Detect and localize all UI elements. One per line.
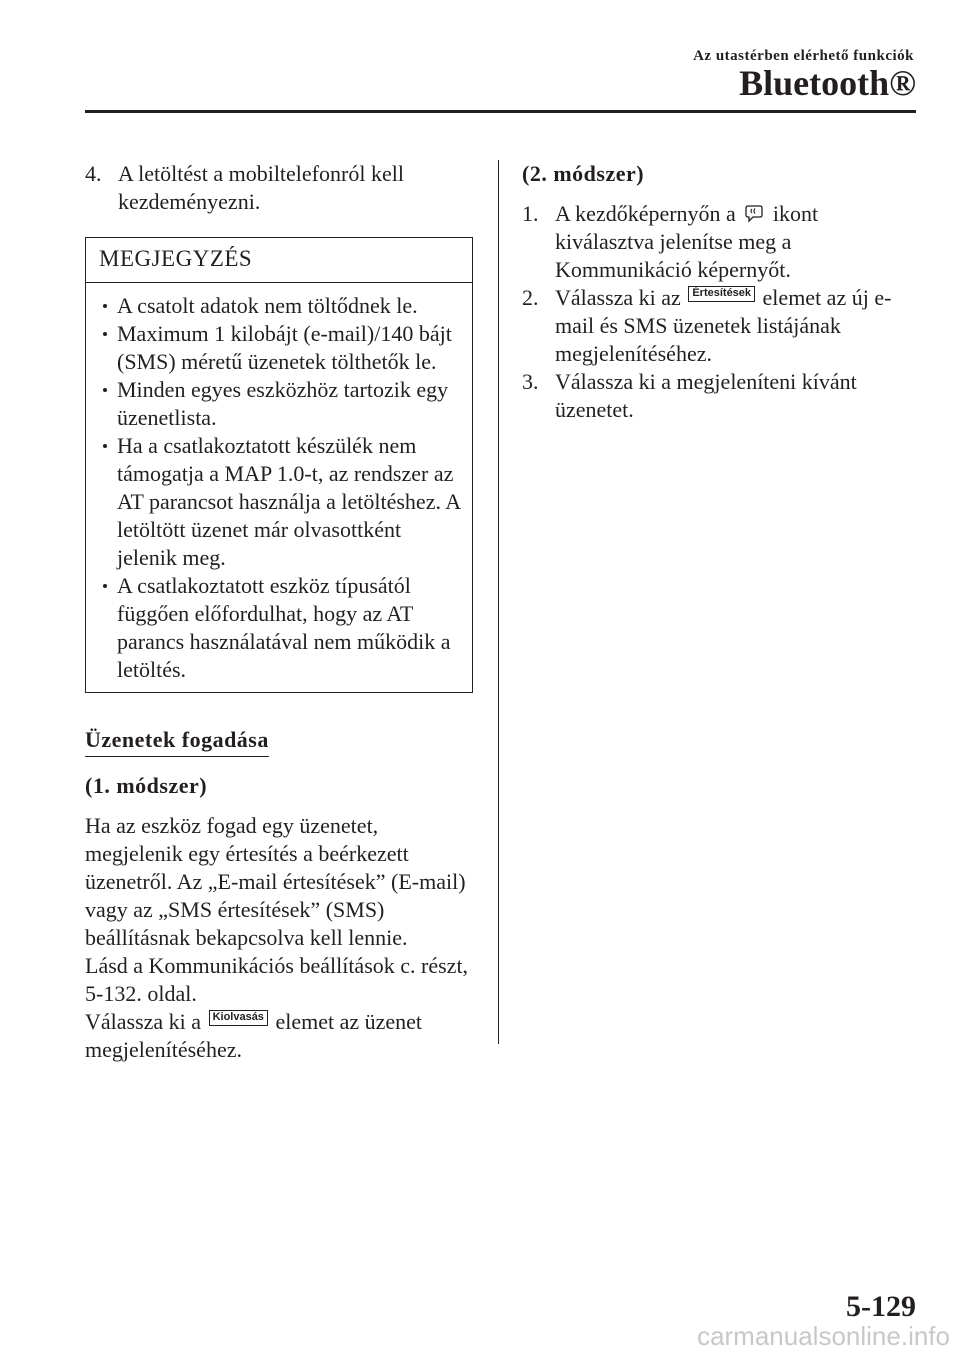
header-divider <box>85 110 916 113</box>
note-title: MEGJEGYZÉS <box>86 238 472 283</box>
note-item-text: Minden egyes eszközhöz tartozik egy üzenetlista. <box>117 377 449 430</box>
step-text-part: Válassza ki az <box>555 285 681 310</box>
step-2 <box>522 284 917 368</box>
step-number: 1. <box>522 201 539 226</box>
step-3 <box>522 368 917 424</box>
method-1-paragraph <box>85 812 473 1064</box>
chapter-subtitle: Az utastérben elérhető funkciók <box>693 48 914 64</box>
bullet-icon <box>99 292 117 320</box>
communication-icon <box>744 203 764 223</box>
paragraph-text: Ha az eszköz fogad egy üzenetet, megjelenik egy értesítés a beérkezett üzenetről. Az „E-mail értesítések” (E-mail) vagy az „SMS értesítések” (SMS) beállításnak bekapcsolva kell lennie. <box>85 813 466 950</box>
chapter-title: Bluetooth® <box>739 63 916 103</box>
note-item <box>99 376 462 432</box>
step-4 <box>85 160 473 216</box>
right-column <box>522 160 917 424</box>
step-text <box>555 284 917 368</box>
step-text-part: elemet az új e-mail és SMS üzenetek listájának megjelenítéséhez. <box>555 285 892 366</box>
note-item-text: Maximum 1 kilobájt (e-mail)/140 bájt (SMS) méretű üzenetek tölthetők le. <box>117 321 452 374</box>
notifications-button: Értesítések <box>688 286 755 302</box>
step-text-part: A kezdőképernyőn a <box>555 201 736 226</box>
note-item <box>99 572 462 684</box>
bullet-icon <box>99 320 117 376</box>
section-heading: Üzenetek fogadása <box>85 726 269 757</box>
instruction-text: elemet az üzenet megjelenítéséhez. <box>85 1009 423 1062</box>
reference-text: Lásd a Kommunikációs beállítások c. részt, 5-132. oldal. <box>85 953 469 1006</box>
step-number: 2. <box>522 285 539 310</box>
step-text: Válassza ki a megjeleníteni kívánt üzenetet. <box>555 369 857 422</box>
bullet-icon <box>99 432 117 572</box>
note-list <box>86 283 472 692</box>
bullet-icon <box>99 572 117 684</box>
note-item-text: Ha a csatlakoztatott készülék nem támogatja a MAP 1.0-t, az rendszer az AT parancsot használja a letöltéshez. A letöltött üzenet már olvasottként jelenik meg. <box>117 433 460 570</box>
step-text-part: ikont kiválasztva jelenítse meg a Kommunikáció képernyőt. <box>555 201 819 282</box>
read-button: Kiolvasás <box>209 1010 268 1026</box>
note-item <box>99 292 462 320</box>
step-text: A letöltést a mobiltelefonról kell kezdeményezni. <box>118 161 404 214</box>
page-number: 5-129 <box>846 1290 916 1323</box>
left-column <box>85 160 473 1064</box>
method-1-heading: (1. módszer) <box>85 773 208 798</box>
column-divider <box>498 160 499 1044</box>
note-item <box>99 432 462 572</box>
note-item-text: A csatlakoztatott eszköz típusától függően előfordulhat, hogy az AT parancs használatával nem működik a letöltés. <box>117 573 451 682</box>
note-box <box>85 237 473 693</box>
step-text <box>555 200 917 284</box>
bullet-icon <box>99 376 117 432</box>
watermark: carmanualsonline.info <box>697 1321 950 1351</box>
step-number: 4. <box>85 161 102 186</box>
step-1 <box>522 200 917 284</box>
note-item <box>99 320 462 376</box>
instruction-text: Válassza ki a <box>85 1009 202 1034</box>
note-item-text: A csatolt adatok nem töltődnek le. <box>117 293 418 318</box>
step-number: 3. <box>522 369 539 394</box>
method-2-heading: (2. módszer) <box>522 161 645 186</box>
